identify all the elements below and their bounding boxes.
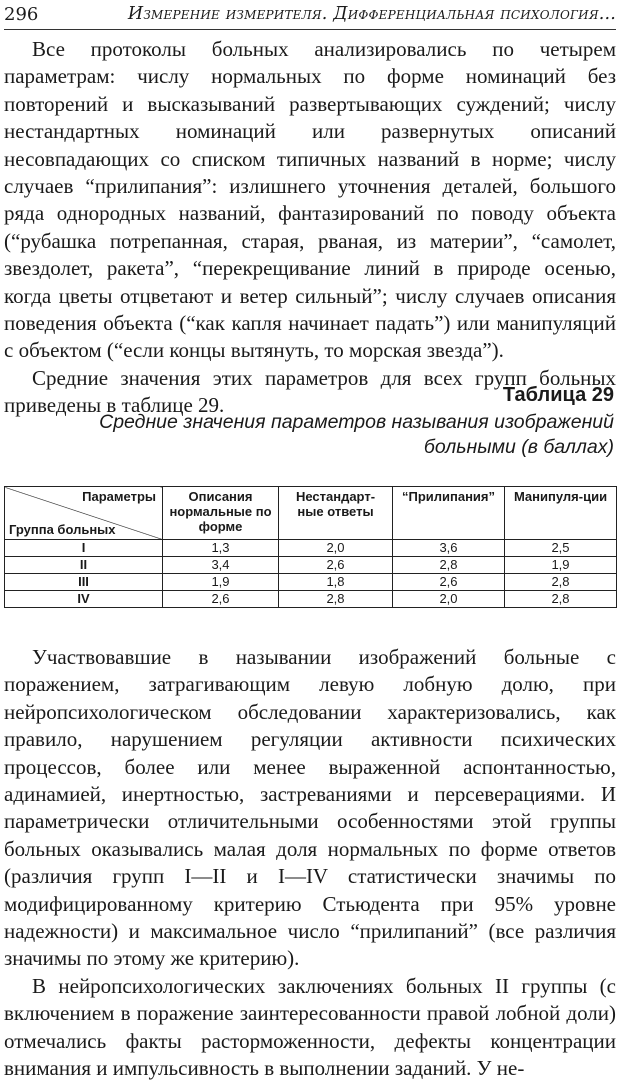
paragraph: Средние значения этих параметров для всех групп больных приведены в таблице 29.: [4, 365, 616, 418]
column-header: Манипуля-ции: [505, 487, 617, 540]
header-rule: [4, 29, 616, 30]
corner-header-cell: [5, 487, 163, 540]
table-row: [5, 557, 617, 574]
table-row: [5, 574, 617, 591]
value-cell: 1,9: [505, 557, 617, 574]
value-cell: 1,9: [163, 574, 279, 591]
group-cell: I: [5, 540, 163, 557]
table-label: Таблица 29: [502, 384, 614, 406]
value-cell: 2,0: [279, 540, 393, 557]
value-cell: 2,8: [393, 557, 505, 574]
value-cell: 3,6: [393, 540, 505, 557]
value-cell: 1,8: [279, 574, 393, 591]
group-cell: II: [5, 557, 163, 574]
table-row: [5, 540, 617, 557]
text-block-bottom: [4, 644, 616, 1083]
running-title: Измерение измерителя. Дифференциальная психология...: [127, 4, 616, 24]
corner-label-parameters: Параметры: [82, 489, 156, 504]
page-number: 296: [4, 4, 39, 25]
table-row: [5, 591, 617, 608]
value-cell: 3,4: [163, 557, 279, 574]
corner-label-groups: Группа больных: [9, 522, 116, 537]
table-header-row: [5, 487, 617, 540]
value-cell: 2,5: [505, 540, 617, 557]
value-cell: 2,0: [393, 591, 505, 608]
value-cell: 2,6: [163, 591, 279, 608]
paragraph: Все протоколы больных анализировались по четырем параметрам: числу нормальных по форме номинаций без повторений и высказываний развертывающих суждений; числу нестандартных номинаций или развернутых описаний несовпадающих со списком типичных названий в норме; числу случаев “прилипания”: излишнего уточнения деталей, большого ряда однородных названий, фантазирований по поводу объекта (“рубашка потрепанная, старая, рваная, из материи”, “самолет, звездолет, ракета”, “перекрещивание линий в природе осенью, когда цветы отцветают и ветер сильный”; числу случаев описания поведения объекта (“как капля начинает падать”) или манипуляций с объектом (“если концы вытянуть, то морская звезда”).: [4, 37, 616, 363]
value-cell: 2,6: [279, 557, 393, 574]
value-cell: 2,8: [505, 591, 617, 608]
running-header: [4, 0, 616, 30]
group-cell: IV: [5, 591, 163, 608]
value-cell: 2,8: [279, 591, 393, 608]
column-header: Описания нормальные по форме: [163, 487, 279, 540]
value-cell: 2,8: [505, 574, 617, 591]
group-cell: III: [5, 574, 163, 591]
value-cell: 2,6: [393, 574, 505, 591]
paragraph: Участвовавшие в назывании изображений больные с поражением, затрагивающим левую лобную долю, при нейропсихологическом обследовании характеризовались, как правило, нарушением регуляции активности психических процессов, более или менее выраженной аспонтанностью, адинамией, инертностью, застреваниями и персеверациями. И параметрически отличительными особенностями этой группы больных оказывались малая доля нормальных по форме ответов (различия групп I—II и I—IV статистически значимы по модифицированному критерию Стьюдента при 95% уровне надежности) и максимальное число “прилипаний” (все различия значимы по этому же критерию).: [4, 645, 616, 971]
column-header: Нестандарт-ные ответы: [279, 487, 393, 540]
column-header: “Прилипания”: [393, 487, 505, 540]
results-table: [4, 486, 617, 608]
value-cell: 1,3: [163, 540, 279, 557]
paragraph: В нейропсихологических заключениях больных II группы (с включением в поражение заинтересованности правой лобной доли) отмечались факты расторможенности, дефекты концентрации внимания и импульсивность в выполнении заданий. У не-: [4, 973, 616, 1081]
table-caption: Средние значения параметров называния изображений больными (в баллах): [99, 411, 614, 458]
text-block-top: [4, 36, 616, 420]
